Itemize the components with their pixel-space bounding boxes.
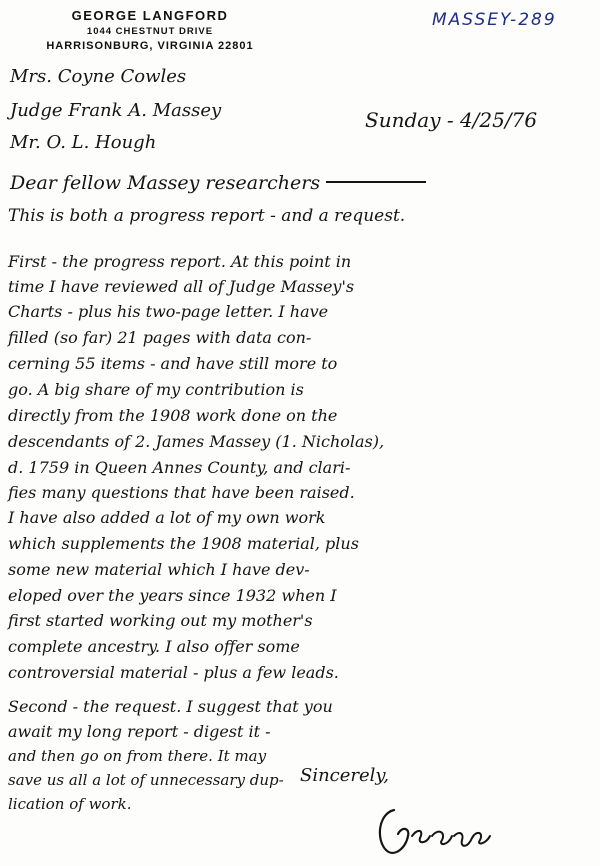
body-line: eloped over the years since 1932 when I <box>8 586 337 605</box>
body-line: save us all a lot of unnecessary dup- <box>8 771 284 789</box>
body-line: Second - the request. I suggest that you <box>8 697 333 716</box>
body-line: time I have reviewed all of Judge Massey's <box>8 277 355 296</box>
body-line: First - the progress report. At this point in <box>8 252 352 271</box>
body-line: some new material which I have dev- <box>8 560 310 579</box>
salutation: Dear fellow Massey researchers <box>10 172 321 194</box>
recipient-2: Judge Frank A. Massey <box>10 100 222 121</box>
body-line: controversial material - plus a few leads. <box>8 663 339 682</box>
salutation-row <box>10 172 426 194</box>
body-line: go. A big share of my contribution is <box>8 380 304 399</box>
body-line: await my long report - digest it - <box>8 722 271 741</box>
letter-date: Sunday - 4/25/76 <box>365 108 538 132</box>
body-line: I have also added a lot of my own work <box>8 508 326 527</box>
body-line: which supplements the 1908 material, plus <box>8 534 359 553</box>
body-line: filled (so far) 21 pages with data con- <box>8 328 312 347</box>
body-line: fies many questions that have been raised. <box>8 483 355 502</box>
body-line: directly from the 1908 work done on the <box>8 406 338 425</box>
body-line: Charts - plus his two-page letter. I have <box>8 302 329 321</box>
salutation-dash <box>326 181 426 183</box>
closing: Sincerely, <box>300 765 389 786</box>
recipient-1: Mrs. Coyne Cowles <box>10 66 187 87</box>
signature <box>372 800 502 860</box>
body-line: cerning 55 items - and have still more to <box>8 354 338 373</box>
intro-line: This is both a progress report - and a request. <box>8 206 406 226</box>
letterhead-city: HARRISONBURG, VIRGINIA 22801 <box>46 40 254 52</box>
letterhead <box>0 8 300 52</box>
body-line: first started working out my mother's <box>8 611 313 630</box>
letterhead-name: GEORGE LANGFORD <box>71 8 229 23</box>
body-line: and then go on from there. It may <box>8 747 267 765</box>
archive-stamp: MASSEY-289 <box>432 10 557 30</box>
recipient-3: Mr. O. L. Hough <box>10 132 157 153</box>
body-line: lication of work. <box>8 795 132 813</box>
body-line: complete ancestry. I also offer some <box>8 637 300 656</box>
body-line: d. 1759 in Queen Annes County, and clari- <box>8 458 351 477</box>
letterhead-street: 1044 CHESTNUT DRIVE <box>86 26 214 37</box>
body-line: descendants of 2. James Massey (1. Nicholas), <box>8 432 385 451</box>
